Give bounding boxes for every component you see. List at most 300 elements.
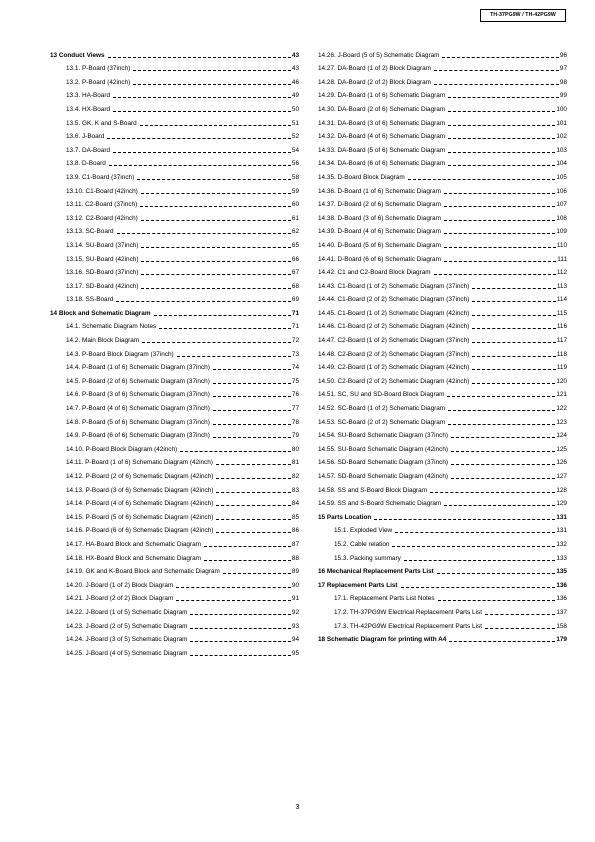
toc-entry-title: 14.44. C1-Board (2 of 2) Schematic Diagram (37inch) <box>318 296 470 304</box>
toc-section-entry[interactable] <box>50 481 299 495</box>
toc-entry-title: 14.26. J-Board (5 of 5) Schematic Diagram <box>318 51 440 59</box>
toc-entry-title: 14.39. D-Board (4 of 6) Schematic Diagram <box>318 228 441 236</box>
toc-entry-page: 102 <box>556 133 567 141</box>
toc-entry-page: 93 <box>291 622 299 630</box>
toc-entry-page: 51 <box>291 119 299 127</box>
toc-entry-title: 14.56. SD-Board Schematic Diagram (37inch) <box>318 459 449 467</box>
toc-leader-line <box>448 111 555 112</box>
toc-section-entry[interactable] <box>318 141 567 155</box>
toc-entry-page: 82 <box>291 473 299 480</box>
toc-entry-page: 117 <box>556 337 567 345</box>
toc-section-entry[interactable] <box>318 590 567 604</box>
toc-entry-page: 62 <box>291 228 299 236</box>
toc-section-entry[interactable] <box>318 114 567 128</box>
toc-entry-page: 72 <box>291 337 299 345</box>
toc-section-entry[interactable] <box>50 73 299 87</box>
toc-leader-line <box>434 70 559 71</box>
toc-entry-title: 13.6. J-Board <box>66 133 105 141</box>
toc-entry-title: 14 Block and Schematic Diagram <box>50 309 151 317</box>
toc-entry-title: 14.42. C1 and C2-Board Block Diagram <box>318 269 431 277</box>
toc-section-entry[interactable] <box>318 440 567 454</box>
toc-leader-line <box>434 274 556 275</box>
toc-entry-title: 14.9. P-Board (6 of 6) Schematic Diagram (37inch) <box>66 432 210 440</box>
toc-entry-page: 123 <box>556 418 567 426</box>
toc-entry-page: 116 <box>556 323 567 331</box>
toc-section-entry[interactable] <box>50 60 299 74</box>
toc-section-entry[interactable] <box>50 522 299 536</box>
toc-entry-title: 14.58. SS and S-Board Block Diagram <box>318 486 428 494</box>
toc-entry-page: 98 <box>559 78 567 86</box>
toc-entry-page: 97 <box>559 65 567 73</box>
toc-entry-page: 67 <box>291 269 299 277</box>
toc-leader-line <box>448 410 555 411</box>
toc-entry-page: 131 <box>556 527 567 535</box>
toc-leader-line <box>137 179 291 180</box>
toc-entry-title: 14.31. DA-Board (3 of 6) Schematic Diagram <box>318 119 446 127</box>
toc-entry-title: 17.2. TH-37PG9W Electrical Replacement Parts List <box>334 608 482 616</box>
toc-section-entry[interactable] <box>50 155 299 169</box>
toc-leader-line <box>444 233 555 234</box>
toc-entry-title: 14.14. P-Board (4 of 6) Schematic Diagram (42inch) <box>66 500 214 508</box>
toc-section-entry[interactable] <box>318 209 567 223</box>
toc-section-entry[interactable] <box>318 413 567 427</box>
toc-leader-line <box>213 369 291 370</box>
toc-entry-page: 112 <box>556 269 567 277</box>
toc-entry-title: 13 Conduct Views <box>50 51 105 59</box>
toc-section-entry[interactable] <box>50 264 299 278</box>
toc-entry-title: 14.13. P-Board (3 of 6) Schematic Diagram (42inch) <box>66 486 214 494</box>
toc-entry-title: 14.15. P-Board (5 of 6) Schematic Diagram (42inch) <box>66 513 214 521</box>
toc-leader-line <box>451 451 555 452</box>
toc-chapter-entry[interactable] <box>50 304 299 318</box>
toc-section-entry[interactable] <box>50 236 299 250</box>
toc-leader-line <box>108 57 291 58</box>
toc-entry-title: 14.8. P-Board (5 of 6) Schematic Diagram (37inch) <box>66 418 210 426</box>
toc-section-entry[interactable] <box>50 508 299 522</box>
toc-leader-line <box>404 560 556 561</box>
toc-leader-line <box>141 274 290 275</box>
toc-entry-page: 125 <box>556 445 567 453</box>
toc-section-entry[interactable] <box>50 427 299 441</box>
toc-section-entry[interactable] <box>318 291 567 305</box>
toc-entry-title: 13.3. HA-Board <box>66 92 111 100</box>
toc-leader-line <box>176 600 291 601</box>
toc-entry-page: 120 <box>556 377 567 385</box>
toc-entry-title: 14.55. SU-Board Schematic Diagram (42inch) <box>318 445 449 453</box>
toc-leader-line <box>159 328 291 329</box>
toc-leader-line <box>141 247 290 248</box>
toc-entry-title: 13.11. C2-Board (37inch) <box>66 201 138 209</box>
toc-leader-line <box>216 492 290 493</box>
toc-leader-line <box>444 247 556 248</box>
toc-section-entry[interactable] <box>50 250 299 264</box>
toc-entry-title: 16 Mechanical Replacement Parts List <box>318 568 434 576</box>
toc-entry-page: 103 <box>556 146 567 154</box>
toc-entry-page: 65 <box>291 241 299 249</box>
toc-section-entry[interactable] <box>50 114 299 128</box>
toc-entry-page: 83 <box>291 486 299 494</box>
toc-leader-line <box>448 152 555 153</box>
toc-entry-title: 13.10. C1-Board (42inch) <box>66 187 138 195</box>
toc-section-entry[interactable] <box>50 495 299 509</box>
toc-section-entry[interactable] <box>50 182 299 196</box>
toc-entry-page: 50 <box>291 105 299 113</box>
toc-leader-line <box>438 600 556 601</box>
toc-entry-page: 71 <box>291 323 299 331</box>
toc-leader-line <box>213 437 291 438</box>
toc-entry-title: 13.13. SC-Board <box>66 228 114 236</box>
toc-entry-title: 14.27. DA-Board (1 of 2) Block Diagram <box>318 65 431 73</box>
toc-leader-line <box>213 424 291 425</box>
toc-entry-title: 13.7. DA-Board <box>66 146 111 154</box>
toc-entry-page: 113 <box>556 282 567 290</box>
toc-section-entry[interactable] <box>318 304 567 318</box>
toc-leader-line <box>204 546 291 547</box>
toc-leader-line <box>447 396 555 397</box>
toc-entry-page: 43 <box>291 51 299 59</box>
toc-section-entry[interactable] <box>318 60 567 74</box>
toc-entry-title: 13.12. C2-Board (42inch) <box>66 214 138 222</box>
toc-entry-page: 108 <box>556 214 567 222</box>
toc-entry-title: 14.36. D-Board (1 of 6) Schematic Diagram <box>318 187 441 195</box>
toc-leader-line <box>190 628 290 629</box>
toc-entry-page: 79 <box>291 432 299 440</box>
toc-section-entry[interactable] <box>50 209 299 223</box>
toc-entry-title: 13.18. SS-Board <box>66 296 114 304</box>
toc-entry-page: 126 <box>556 459 567 467</box>
toc-section-entry[interactable] <box>318 318 567 332</box>
toc-leader-line <box>190 655 290 656</box>
toc-entry-page: 111 <box>557 255 567 263</box>
toc-section-entry[interactable] <box>50 87 299 101</box>
toc-leader-line <box>448 165 555 166</box>
toc-section-entry[interactable] <box>318 46 567 60</box>
toc-left-column <box>50 46 299 658</box>
toc-entry-title: 15.3. Packing summary <box>334 554 401 562</box>
toc-entry-page: 52 <box>291 133 299 141</box>
toc-section-entry[interactable] <box>50 617 299 631</box>
toc-entry-page: 121 <box>556 391 567 399</box>
toc-leader-line <box>213 410 291 411</box>
toc-section-entry[interactable] <box>50 372 299 386</box>
toc-leader-line <box>216 532 290 533</box>
toc-entry-title: 14.51. SC, SU and SD-Board Block Diagram <box>318 391 445 399</box>
toc-section-entry[interactable] <box>50 141 299 155</box>
toc-entry-title: 14.35. D-Board Block Diagram <box>318 173 405 181</box>
toc-leader-line <box>472 383 555 384</box>
toc-leader-line <box>472 356 555 357</box>
toc-leader-line <box>444 206 555 207</box>
toc-leader-line <box>216 478 290 479</box>
toc-section-entry[interactable] <box>50 535 299 549</box>
toc-entry-title: 14.25. J-Board (4 of 5) Schematic Diagram <box>66 649 188 657</box>
toc-entry-title: 14.16. P-Board (6 of 6) Schematic Diagram (42inch) <box>66 527 214 535</box>
toc-section-entry[interactable] <box>318 223 567 237</box>
toc-leader-line <box>442 57 558 58</box>
toc-entry-page: 69 <box>291 296 299 304</box>
toc-entry-page: 58 <box>291 173 299 181</box>
toc-entry-title: 13.8. D-Board <box>66 160 106 168</box>
toc-section-entry[interactable] <box>50 603 299 617</box>
toc-leader-line <box>141 220 291 221</box>
toc-leader-line <box>444 193 555 194</box>
toc-section-entry[interactable] <box>318 264 567 278</box>
toc-entry-title: 13.16. SD-Board (37inch) <box>66 269 139 277</box>
toc-section-entry[interactable] <box>318 372 567 386</box>
toc-entry-page: 109 <box>556 228 567 236</box>
toc-section-entry[interactable] <box>50 345 299 359</box>
toc-entry-title: 14.48. C2-Board (2 of 2) Schematic Diagram (37inch) <box>318 350 470 358</box>
toc-chapter-entry[interactable] <box>318 576 567 590</box>
toc-section-entry[interactable] <box>50 386 299 400</box>
toc-section-entry[interactable] <box>50 590 299 604</box>
toc-entry-page: 75 <box>291 377 299 385</box>
toc-leader-line <box>448 125 555 126</box>
toc-entry-page: 71 <box>291 309 299 317</box>
toc-entry-page: 101 <box>556 119 567 127</box>
toc-entry-title: 14.57. SD-Board Schematic Diagram (42inch) <box>318 473 449 480</box>
toc-entry-title: 14.11. P-Board (1 of 6) Schematic Diagram (42inch) <box>66 459 213 467</box>
toc-entry-page: 84 <box>291 500 299 508</box>
page-number: 3 <box>295 804 300 811</box>
toc-entry-page: 66 <box>291 255 299 263</box>
toc-chapter-entry[interactable] <box>318 563 567 577</box>
toc-section-entry[interactable] <box>50 318 299 332</box>
toc-leader-line <box>141 288 290 289</box>
toc-entry-page: 131 <box>556 513 567 521</box>
toc-entry-page: 95 <box>291 649 299 657</box>
toc-chapter-entry[interactable] <box>318 631 567 645</box>
toc-section-entry[interactable] <box>50 291 299 305</box>
toc-entry-title: 14.1. Schematic Diagram Notes <box>66 323 157 331</box>
toc-leader-line <box>176 587 291 588</box>
toc-section-entry[interactable] <box>50 399 299 413</box>
toc-section-entry[interactable] <box>318 617 567 631</box>
toc-leader-line <box>133 84 291 85</box>
toc-entry-title: 14.24. J-Board (3 of 5) Schematic Diagram <box>66 636 188 644</box>
toc-entry-page: 61 <box>291 214 299 222</box>
toc-section-entry[interactable] <box>318 182 567 196</box>
toc-section-entry[interactable] <box>318 128 567 142</box>
toc-section-entry[interactable] <box>318 535 567 549</box>
toc-leader-line <box>434 84 559 85</box>
toc-leader-line <box>190 614 290 615</box>
toc-leader-line <box>190 641 290 642</box>
toc-section-entry[interactable] <box>50 563 299 577</box>
toc-leader-line <box>113 111 291 112</box>
toc-section-entry[interactable] <box>318 87 567 101</box>
toc-leader-line <box>472 342 555 343</box>
toc-leader-line <box>216 505 290 506</box>
toc-section-entry[interactable] <box>50 549 299 563</box>
toc-chapter-entry[interactable] <box>50 46 299 60</box>
toc-entry-page: 89 <box>291 568 299 576</box>
toc-leader-line <box>133 70 291 71</box>
toc-leader-line <box>448 424 555 425</box>
toc-entry-page: 92 <box>291 608 299 616</box>
toc-leader-line <box>140 206 291 207</box>
toc-entry-title: 14.38. D-Board (3 of 6) Schematic Diagram <box>318 214 441 222</box>
toc-entry-title: 14.34. DA-Board (6 of 6) Schematic Diagram <box>318 160 446 168</box>
toc-entry-title: 14.29. DA-Board (1 of 6) Schematic Diagram <box>318 92 446 100</box>
toc-entry-page: 56 <box>291 160 299 168</box>
toc-entry-page: 110 <box>556 241 567 249</box>
toc-entry-page: 96 <box>559 51 567 59</box>
toc-section-entry[interactable] <box>318 277 567 291</box>
toc-entry-page: 158 <box>556 622 567 630</box>
toc-section-entry[interactable] <box>318 196 567 210</box>
toc-entry-title: 14.43. C1-Board (1 of 2) Schematic Diagram (37inch) <box>318 282 470 290</box>
toc-section-entry[interactable] <box>318 522 567 536</box>
toc-leader-line <box>485 628 555 629</box>
toc-entry-page: 99 <box>559 92 567 100</box>
toc-entry-title: 17 Replacement Parts List <box>318 581 398 589</box>
toc-entry-title: 13.1. P-Board (37inch) <box>66 65 131 73</box>
toc-section-entry[interactable] <box>318 100 567 114</box>
model-number-box: TH-37PG9W / TH-42PG9W <box>480 9 566 22</box>
toc-section-entry[interactable] <box>318 549 567 563</box>
toc-leader-line <box>444 261 556 262</box>
toc-entry-title: 14.33. DA-Board (5 of 6) Schematic Diagram <box>318 146 446 154</box>
toc-entry-page: 115 <box>556 309 567 317</box>
toc-right-column <box>318 46 567 644</box>
toc-section-entry[interactable] <box>318 467 567 481</box>
toc-leader-line <box>213 396 291 397</box>
toc-leader-line <box>140 125 291 126</box>
toc-leader-line <box>107 138 291 139</box>
toc-section-entry[interactable] <box>318 168 567 182</box>
toc-leader-line <box>472 369 555 370</box>
toc-entry-title: 14.53. SC-Board (2 of 2) Schematic Diagram <box>318 418 446 426</box>
toc-entry-page: 128 <box>556 486 567 494</box>
toc-section-entry[interactable] <box>318 331 567 345</box>
toc-entry-title: 14.3. P-Board Block Diagram (37inch) <box>66 350 174 358</box>
toc-leader-line <box>216 464 291 465</box>
toc-entry-title: 15 Parts Location <box>318 513 372 521</box>
toc-entry-title: 14.49. C2-Board (1 of 2) Schematic Diagram (42inch) <box>318 364 470 372</box>
toc-section-entry[interactable] <box>318 155 567 169</box>
toc-section-entry[interactable] <box>318 345 567 359</box>
toc-entry-page: 105 <box>556 173 567 181</box>
toc-leader-line <box>223 573 291 574</box>
toc-entry-title: 14.17. HA-Board Block and Schematic Diagram <box>66 540 201 548</box>
toc-section-entry[interactable] <box>318 454 567 468</box>
toc-entry-title: 14.32. DA-Board (4 of 6) Schematic Diagram <box>318 133 446 141</box>
toc-leader-line <box>141 261 290 262</box>
toc-entry-page: 107 <box>556 201 567 209</box>
toc-entry-page: 122 <box>556 405 567 413</box>
toc-section-entry[interactable] <box>50 644 299 658</box>
toc-section-entry[interactable] <box>50 359 299 373</box>
toc-leader-line <box>109 165 291 166</box>
toc-entry-page: 86 <box>291 527 299 535</box>
toc-leader-line <box>451 464 555 465</box>
toc-entry-page: 129 <box>556 500 567 508</box>
toc-entry-page: 133 <box>556 554 567 562</box>
toc-section-entry[interactable] <box>318 73 567 87</box>
toc-entry-title: 14.30. DA-Board (2 of 6) Schematic Diagram <box>318 105 446 113</box>
toc-chapter-entry[interactable] <box>318 508 567 522</box>
toc-entry-page: 132 <box>556 540 567 548</box>
toc-leader-line <box>392 546 555 547</box>
toc-section-entry[interactable] <box>318 603 567 617</box>
toc-leader-line <box>451 437 555 438</box>
toc-section-entry[interactable] <box>50 168 299 182</box>
toc-section-entry[interactable] <box>50 128 299 142</box>
toc-entry-title: 14.59. SS and S-Board Schematic Diagram <box>318 500 442 508</box>
toc-leader-line <box>395 532 555 533</box>
toc-entry-title: 14.37. D-Board (2 of 6) Schematic Diagram <box>318 201 441 209</box>
toc-entry-title: 14.6. P-Board (3 of 6) Schematic Diagram (37inch) <box>66 391 210 399</box>
toc-leader-line <box>430 492 555 493</box>
toc-entry-page: 94 <box>291 636 299 644</box>
toc-entry-page: 136 <box>556 595 567 603</box>
toc-entry-page: 74 <box>291 364 299 372</box>
toc-entry-page: 49 <box>291 92 299 100</box>
toc-section-entry[interactable] <box>50 223 299 237</box>
toc-entry-title: 13.15. SU-Board (42inch) <box>66 255 139 263</box>
toc-section-entry[interactable] <box>318 495 567 509</box>
toc-section-entry[interactable] <box>50 440 299 454</box>
toc-section-entry[interactable] <box>318 236 567 250</box>
toc-entry-title: 14.50. C2-Board (2 of 2) Schematic Diagram (42inch) <box>318 377 470 385</box>
toc-leader-line <box>401 587 556 588</box>
toc-section-entry[interactable] <box>50 413 299 427</box>
toc-entry-page: 73 <box>291 350 299 358</box>
toc-entry-title: 14.5. P-Board (2 of 6) Schematic Diagram (37inch) <box>66 377 210 385</box>
toc-entry-title: 14.21. J-Board (2 of 2) Block Diagram <box>66 595 174 603</box>
toc-entry-page: 114 <box>556 296 567 304</box>
toc-section-entry[interactable] <box>50 467 299 481</box>
toc-entry-page: 85 <box>291 513 299 521</box>
toc-entry-title: 15.2. Cable relation <box>334 540 390 548</box>
toc-section-entry[interactable] <box>50 454 299 468</box>
toc-section-entry[interactable] <box>50 196 299 210</box>
toc-leader-line <box>177 356 291 357</box>
toc-section-entry[interactable] <box>50 100 299 114</box>
toc-entry-title: 15.1. Exploded View <box>334 527 393 535</box>
toc-entry-title: 17.3. TH-42PG9W Electrical Replacement Parts List <box>334 622 482 630</box>
toc-leader-line <box>117 233 291 234</box>
toc-leader-line <box>113 97 291 98</box>
toc-leader-line <box>449 641 555 642</box>
toc-section-entry[interactable] <box>318 386 567 400</box>
toc-entry-page: 100 <box>556 105 567 113</box>
toc-leader-line <box>142 342 291 343</box>
toc-section-entry[interactable] <box>318 359 567 373</box>
toc-section-entry[interactable] <box>318 427 567 441</box>
toc-entry-page: 104 <box>556 160 567 168</box>
toc-leader-line <box>113 152 291 153</box>
toc-section-entry[interactable] <box>50 331 299 345</box>
toc-section-entry[interactable] <box>50 277 299 291</box>
toc-entry-page: 135 <box>556 568 567 576</box>
toc-entry-page: 77 <box>291 405 299 413</box>
toc-section-entry[interactable] <box>318 250 567 264</box>
toc-leader-line <box>116 301 291 302</box>
toc-section-entry[interactable] <box>50 576 299 590</box>
toc-leader-line <box>180 451 291 452</box>
toc-section-entry[interactable] <box>318 481 567 495</box>
toc-entry-title: 14.54. SU-Board Schematic Diagram (37inch) <box>318 432 449 440</box>
toc-entry-title: 18 Schematic Diagram for printing with A4 <box>318 636 447 644</box>
toc-leader-line <box>444 220 555 221</box>
toc-entry-page: 90 <box>291 581 299 589</box>
toc-section-entry[interactable] <box>50 631 299 645</box>
toc-section-entry[interactable] <box>318 399 567 413</box>
toc-entry-title: 13.17. SD-Board (42inch) <box>66 282 139 290</box>
toc-leader-line <box>408 179 556 180</box>
